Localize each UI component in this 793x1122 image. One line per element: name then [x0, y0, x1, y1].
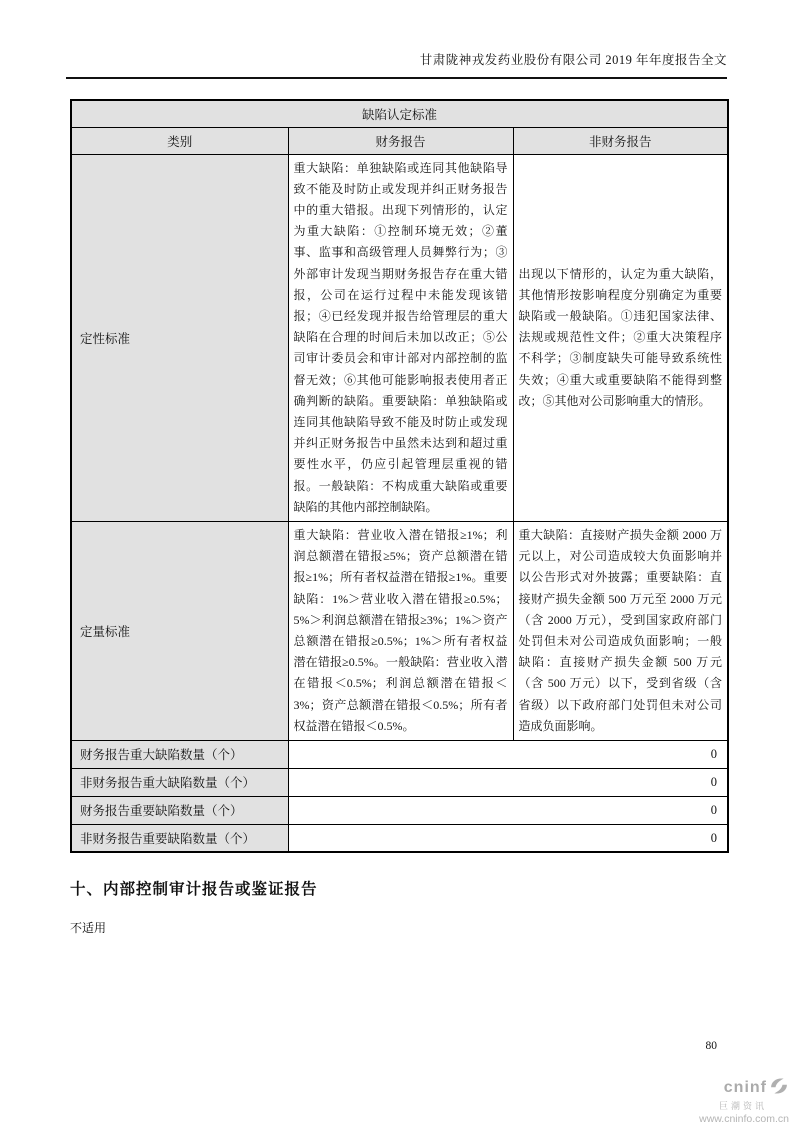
table-row-non-financial-major-count: [71, 768, 728, 796]
count-label: 财务报告重要缺陷数量（个）: [71, 796, 288, 824]
table-title-row: [71, 100, 728, 127]
count-label: 非财务报告重大缺陷数量（个）: [71, 768, 288, 796]
count-value: 0: [288, 796, 728, 824]
table-row-qualitative: [71, 154, 728, 521]
column-header-non-financial: 非财务报告: [513, 127, 728, 154]
section-body-text: 不适用: [70, 921, 107, 936]
qualitative-financial-text: 重大缺陷：单独缺陷或连同其他缺陷导致不能及时防止或发现并纠正财务报告中的重大错报。出现下列情形的，认定为重大缺陷：①控制环境无效；②董事、监事和高级管理人员舞弊行为；③外部审计发现当期财务报告存在重大错报，公司在运行过程中未能发现该错报；④已经发现并报告给管理层的重大缺陷在合理的时间后未加以改正；⑤公司审计委员会和审计部对内部控制的监督无效；⑥其他可能影响报表使用者正确判断的缺陷。重要缺陷：单独缺陷或连同其他缺陷导致不能及时防止或发现并纠正财务报告中虽然未达到和超过重要性水平，仍应引起管理层重视的错报。一般缺陷：不构成重大缺陷或重要缺陷的其他内部控制缺陷。: [288, 154, 513, 521]
column-header-category: 类别: [71, 127, 288, 154]
quantitative-financial-text: 重大缺陷：营业收入潜在错报≥1%；利润总额潜在错报≥5%；资产总额潜在错报≥1%；所有者权益潜在错报≥1%。重要缺陷：1%＞营业收入潜在错报≥0.5%；5%＞利润总额潜在错报≥3%；1%＞资产总额潜在错报≥0.5%；1%＞所有者权益潜在错报≥0.5%。一般缺陷：营业收入潜在错报＜0.5%；利润总额潜在错报＜3%；资产总额潜在错报＜0.5%；所有者权益潜在错报＜0.5%。: [288, 521, 513, 740]
table-row-non-financial-important-count: [71, 824, 728, 852]
count-value: 0: [288, 824, 728, 852]
table-row-quantitative: [71, 521, 728, 740]
count-label: 财务报告重大缺陷数量（个）: [71, 740, 288, 768]
table-row-financial-important-count: [71, 796, 728, 824]
count-label: 非财务报告重要缺陷数量（个）: [71, 824, 288, 852]
defect-standards-table: [70, 99, 729, 853]
report-header-title: 甘肃陇神戎发药业股份有限公司 2019 年年度报告全文: [66, 0, 727, 79]
table-title: 缺陷认定标准: [71, 100, 728, 127]
cninfo-swirl-icon: [769, 1076, 789, 1100]
cninfo-logo: [639, 1076, 789, 1122]
count-value: 0: [288, 740, 728, 768]
cninfo-logo-top: [639, 1076, 789, 1100]
row-label-quantitative: 定量标准: [71, 521, 288, 740]
quantitative-non-financial-text: 重大缺陷：直接财产损失金额 2000 万元以上，对公司造成较大负面影响并以公告形式对外披露；重要缺陷：直接财产损失金额 500 万元至 2000 万元（含 2000 万元），受到国家政府部门处罚但未对公司造成负面影响；一般缺陷：直接财产损失金额 500 万元（含 500 万元）以下，受到省级（含省级）以下政府部门处罚但未对公司造成负面影响。: [513, 521, 728, 740]
count-value: 0: [288, 768, 728, 796]
section-heading: 十、内部控制审计报告或鉴证报告: [70, 881, 318, 899]
qualitative-non-financial-text: 出现以下情形的，认定为重大缺陷，其他情形按影响程度分别确定为重要缺陷或一般缺陷。①违犯国家法律、法规或规范性文件；②重大决策程序不科学；③制度缺失可能导致系统性失效；④重大或重要缺陷不能得到整改；⑤其他对公司影响重大的情形。: [513, 154, 728, 521]
column-header-financial: 财务报告: [288, 127, 513, 154]
page-content: [66, 0, 727, 936]
page-number: 80: [705, 1040, 717, 1052]
cninfo-url: www.cninfo.com.cn: [699, 1113, 789, 1122]
table-column-header-row: [71, 127, 728, 154]
cninfo-name-cn: 巨潮资讯: [718, 1101, 767, 1111]
table-row-financial-major-count: [71, 740, 728, 768]
row-label-qualitative: 定性标准: [71, 154, 288, 521]
cninfo-brand-text: cninf: [723, 1079, 767, 1096]
